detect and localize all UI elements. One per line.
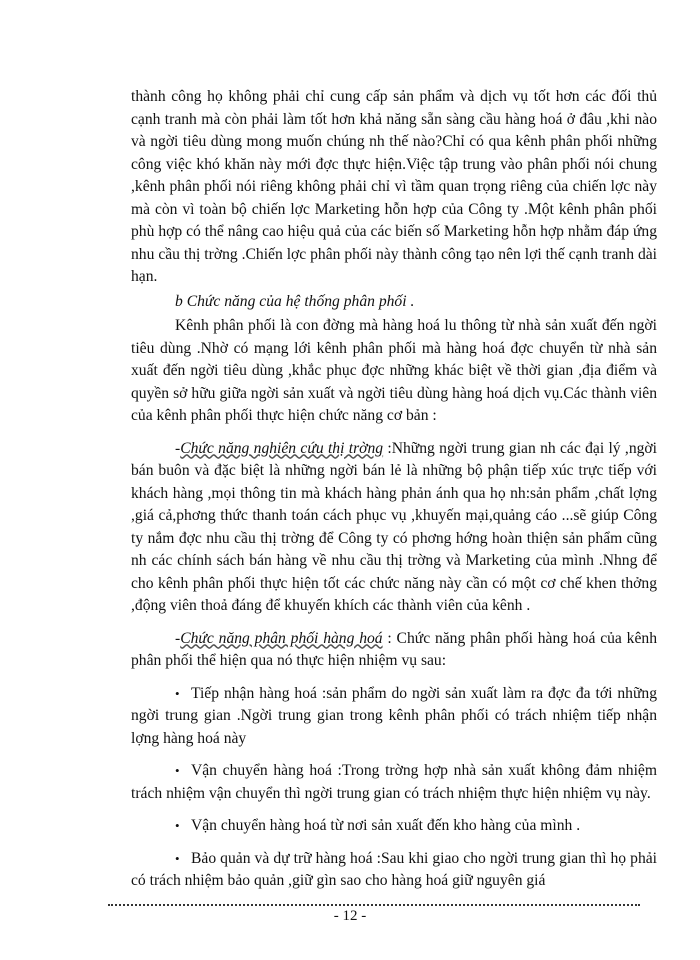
bullet-text: Tiếp nhận hàng hoá :sản phẩm do ngời sản xuất làm ra đợc đa tới những ngời trung gian .Ngời trung gian trong kênh phân phối có trách nhiệm tiếp nhận lợng hàng hoá này xyxy=(131,684,657,747)
paragraph-intro: thành công họ không phải chỉ cung cấp sản phẩm và dịch vụ tốt hơn các đối thủ cạnh tranh mà còn phải làm tốt hơn khả năng sẵn sàng cầu hàng hoá ở đâu ,khi nào và ngời tiêu dùng mong muốn chúng nh thế nào?Chỉ có qua kênh phân phối những công việc khó khăn này mới đợc thực hiện.Việc tập trung vào phân phối nói chung ,kênh phân phối nói riêng không phải chỉ vì tầm quan trọng riêng của chiến lợc này mà còn vì toàn bộ chiến lợc Marketing hỗn hợp của Công ty .Một kênh phân phối phù hợp có thể nâng cao hiệu quả của các biến số Marketing hỗn hợp nhằm đáp ứng nhu cầu thị trờng .Chiến lợc phân phối này thành công tạo nên lợi thế cạnh tranh dài hạn. xyxy=(131,88,657,285)
paragraph-channel-definition: Kênh phân phối là con đờng mà hàng hoá lu thông từ nhà sản xuất đến ngời tiêu dùng .Nhờ có mạng lới kênh phân phối mà hàng hoá đợc chuyển từ nhà sản xuất đến ngời tiêu dùng ,khắc phục đợc những khác biệt về thời gian ,địa điểm và quyền sở hữu giữa ngời sản xuất và ngời tiêu dùng hàng hoá dịch vụ.Các thành viên của kênh phân phối thực hiện chức năng cơ bản : xyxy=(131,317,657,424)
bullet-icon: • xyxy=(175,850,180,866)
research-function-body: :Những ngời trung gian nh các đại lý ,ngời bán buôn và đặc biệt là những ngời bán lẻ là những bộ phận tiếp xúc trực tiếp với khách hàng ,mọi thông tin mà khách hàng phản ánh qua họ nh:sản phẩm ,chất lợng ,giá cả,phơng thức thanh toán cách phục vụ ,khuyến mại,quảng cáo ...sẽ giúp Công ty nắm đợc nhu cầu thị trờng để Công ty có phơng hớng hoàn thiện sản phẩm cũng nh các chính sách bán hàng về nhu cầu thị trờng và Marketing của mình .Nhng để cho kênh phân phối thực hiện tốt các chức năng này cần có một cơ chế khen thởng ,động viên thoả đáng để khuyến khích các thành viên của kênh . xyxy=(131,439,657,614)
paragraph-distribution-function xyxy=(131,628,657,673)
distribution-function-title: Chức năng phân phối hàng hoá xyxy=(180,629,383,647)
dash-prefix: - xyxy=(175,439,181,457)
bullet-icon: • xyxy=(175,763,180,778)
bullet-icon: • xyxy=(175,685,180,701)
dash-prefix: - xyxy=(175,629,181,647)
list-item xyxy=(131,683,657,751)
page-number: - 12 - xyxy=(333,908,367,924)
bullet-text: Bảo quản và dự trữ hàng hoá :Sau khi giao cho ngời trung gian thì họ phải có trách nhiệm bảo quản ,giữ gìn sao cho hàng hoá giữ nguyên giá xyxy=(131,849,657,889)
bullet-text: Vận chuyển hàng hoá :Trong trờng hợp nhà sản xuất không đảm nhiệm trách nhiệm vận chuyển thì ngời trung gian có trách nhiệm thực hiện nhiệm vụ này. xyxy=(131,762,657,802)
page-body xyxy=(131,86,657,893)
bullet-icon: • xyxy=(175,818,180,833)
section-heading-b: b Chức năng của hệ thống phân phối . xyxy=(175,292,415,310)
research-function-title: Chức năng nghiên cứu thị trờng xyxy=(180,439,384,457)
list-item xyxy=(131,815,657,838)
paragraph-research-function xyxy=(131,438,657,618)
bullet-text: Vận chuyển hàng hoá từ nơi sản xuất đến kho hàng của mình . xyxy=(191,817,581,834)
distribution-function-body: : Chức năng phân phối hàng hoá của kênh phân phối thể hiện qua nó thực hiện nhiệm vụ sau: xyxy=(131,629,657,669)
list-item xyxy=(131,848,657,893)
footer-divider xyxy=(108,904,640,906)
list-item xyxy=(131,760,657,805)
